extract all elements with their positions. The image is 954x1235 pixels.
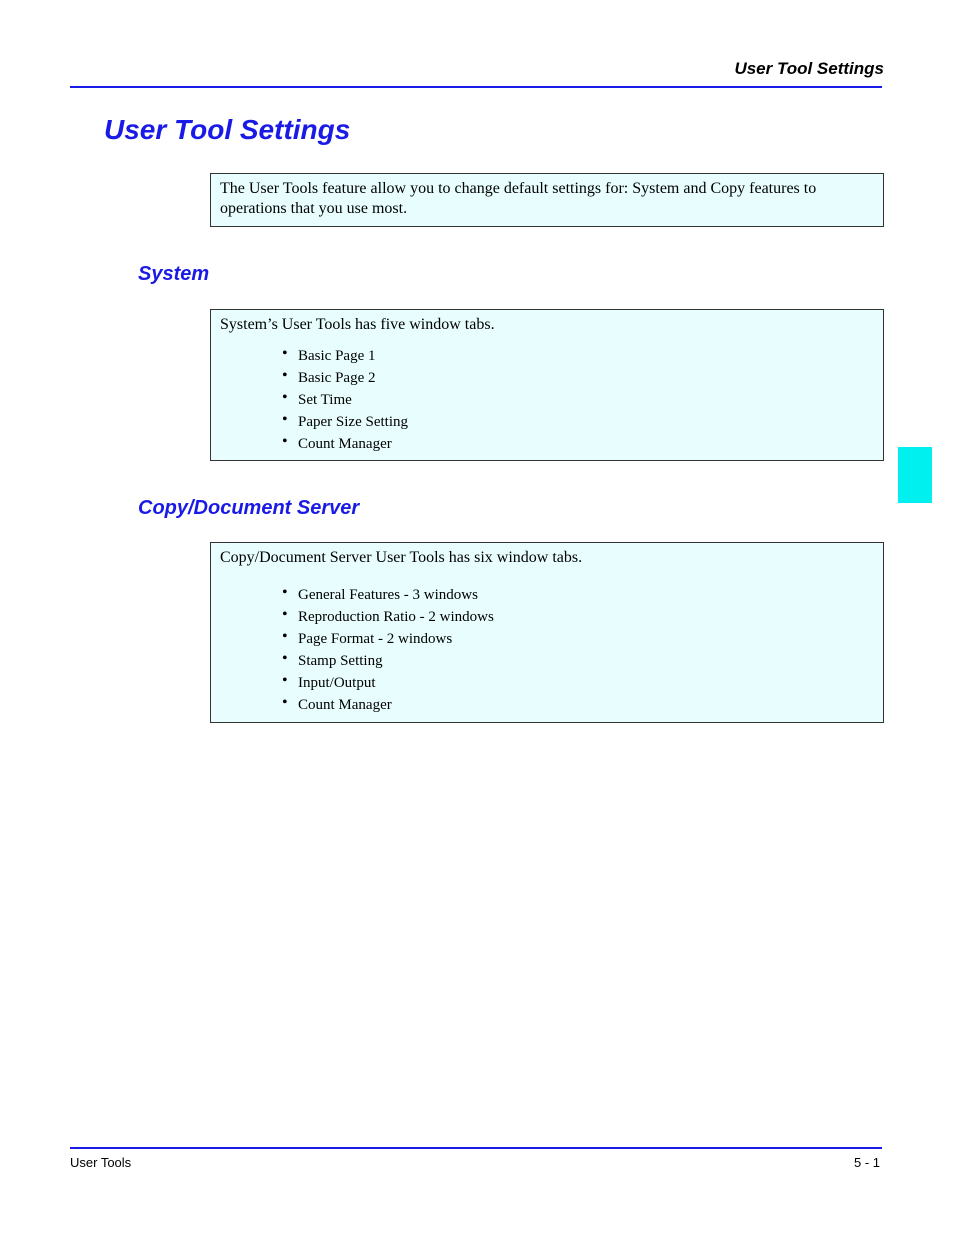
bullet-icon: • <box>282 694 288 711</box>
list-item: • Page Format - 2 windows <box>282 628 453 647</box>
footer-page-number: 5 - 1 <box>853 1155 880 1170</box>
list-item: • Basic Page 2 <box>282 367 376 386</box>
list-item: • Reproduction Ratio - 2 windows <box>282 606 494 625</box>
copy-list <box>220 584 874 716</box>
chapter-tab-marker <box>898 447 932 503</box>
list-item: • Count Manager <box>282 694 392 713</box>
intro-text: The User Tools feature allow you to change default settings for: System and Copy features to operations that you use most. <box>220 180 817 217</box>
bullet-icon: • <box>282 345 288 362</box>
list-item: • Stamp Setting <box>282 650 383 669</box>
list-item: • Basic Page 1 <box>282 345 376 364</box>
bullet-icon: • <box>282 672 288 689</box>
copy-box <box>210 542 884 723</box>
footer-rule <box>70 1147 882 1149</box>
system-box <box>210 309 884 461</box>
system-heading: System <box>138 263 210 285</box>
bullet-icon: • <box>282 650 288 667</box>
bullet-icon: • <box>282 433 288 450</box>
bullet-icon: • <box>282 389 288 406</box>
system-list <box>220 345 874 455</box>
running-header-title: User Tool Settings <box>734 59 884 78</box>
bullet-icon: • <box>282 628 288 645</box>
system-lead: System’s User Tools has five window tabs. <box>220 316 495 333</box>
copy-lead: Copy/Document Server User Tools has six window tabs. <box>220 549 583 566</box>
footer-section-name: User Tools <box>70 1155 132 1170</box>
bullet-icon: • <box>282 606 288 623</box>
bullet-icon: • <box>282 411 288 428</box>
copy-heading: Copy/Document Server <box>138 497 360 519</box>
list-item: • Set Time <box>282 389 352 408</box>
list-item: • General Features - 3 windows <box>282 584 478 603</box>
list-item: • Paper Size Setting <box>282 411 408 430</box>
page-title: User Tool Settings <box>104 114 351 145</box>
bullet-icon: • <box>282 367 288 384</box>
intro-box <box>210 173 884 227</box>
list-item: • Count Manager <box>282 433 392 452</box>
list-item: • Input/Output <box>282 672 376 691</box>
bullet-icon: • <box>282 584 288 601</box>
header-rule <box>70 86 882 88</box>
